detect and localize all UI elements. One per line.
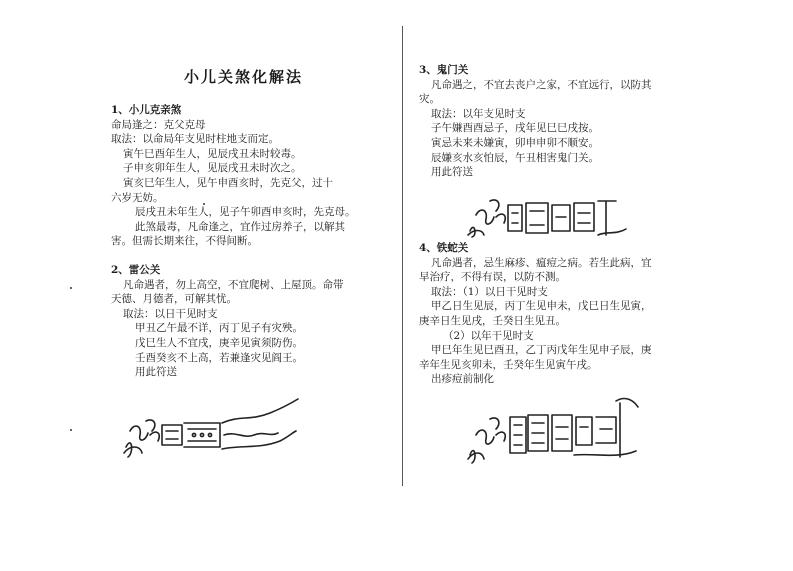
text-line: 出疹痘前制化 — [431, 373, 494, 386]
text-line: 用此符送 — [135, 366, 177, 379]
text-line: 寅午巳酉年生人，见辰戌丑未时较毒。 — [123, 147, 302, 160]
text-line: （2）以年干见时支 — [443, 329, 534, 342]
text-line: 寅亥巳年生人，见午申酉亥时，先克父，过十 — [123, 176, 333, 189]
right-column-lower — [419, 241, 652, 387]
text-line: 天德、月德者，可解其忧。 — [111, 293, 237, 306]
text-line: 取法：（1）以日干见时支 — [431, 285, 548, 298]
text-line: 此煞最毒，凡命逢之，宜作过房养子，以解其 — [135, 220, 345, 233]
text-line: 凡命遇之，不宜去丧户之家，不宜远行，以防其 — [431, 78, 652, 91]
text-line: 戊巳生人不宜戌，庚辛见寅须防伤。 — [135, 336, 303, 349]
text-line: 壬酉癸亥不上高，若兼逢灾见阎王。 — [135, 351, 303, 364]
scan-speck — [70, 287, 72, 289]
text-line: 命局逢之：克父克母 — [111, 118, 206, 131]
text-line: 甲巳年生见巳酉丑，乙丁丙戊年生见申子辰，庚 — [431, 344, 652, 357]
text-line: 取法：以命局年支见时柱地支而定。 — [111, 133, 279, 146]
scan-speck — [203, 203, 205, 205]
text-line: 辰戌丑未年生人，见子午卯酉申亥时，先克母。 — [135, 206, 356, 219]
text-line: 甲乙日生见辰，丙丁生见申未，戊巳日生见寅， — [431, 300, 652, 313]
page-title: 小儿关煞化解法 — [184, 68, 304, 86]
text-line: 凡命遇者，勿上高空，不宜爬树、上屋顶。命带 — [123, 278, 344, 291]
talisman-drawing — [120, 395, 305, 463]
text-line: 庚辛日生见戌，壬癸日生见丑。 — [419, 314, 566, 327]
talisman-drawing — [466, 191, 630, 239]
right-column — [419, 63, 652, 180]
section-heading-3: 3、鬼门关 — [419, 64, 469, 76]
section-heading-2: 2、雷公关 — [111, 263, 161, 276]
text-line: 寅忌未来未嫌寅，卯申申卯不顺安。 — [431, 136, 599, 149]
column-divider — [402, 26, 403, 486]
scan-speck — [70, 429, 72, 431]
text-line: 辰嫌亥水亥怕辰，午丑相害鬼门关。 — [431, 151, 599, 164]
talisman-drawing — [466, 393, 642, 471]
text-line: 取法：以日干见时支 — [123, 307, 218, 320]
text-line: 子申亥卯年生人，见辰戌丑未时次之。 — [123, 162, 302, 175]
section-heading-4: 4、铁蛇关 — [419, 242, 469, 254]
left-column — [111, 103, 356, 380]
text-line: 早治疗，不得有误，以防不测。 — [419, 271, 566, 284]
text-line: 灾。 — [419, 93, 440, 106]
text-line: 甲丑乙午最不详，丙丁见子有灾殃。 — [135, 322, 303, 335]
section-heading-1: 1、小儿克亲煞 — [111, 104, 182, 116]
text-line: 六岁无妨。 — [111, 191, 164, 204]
text-line: 辛年生见亥卯未，壬癸年生见寅午戌。 — [419, 358, 598, 371]
text-line: 子午嫌酉酉忌子，戌年见巳巳戌按。 — [431, 122, 599, 135]
text-line: 用此符送 — [431, 166, 473, 179]
text-line: 凡命遇者，忌生麻疹、瘟痘之病。若生此病，宜 — [431, 256, 652, 269]
text-line: 取法：以年支见时支 — [431, 107, 526, 120]
text-line: 害。但需长期来往，不得间断。 — [111, 235, 258, 248]
